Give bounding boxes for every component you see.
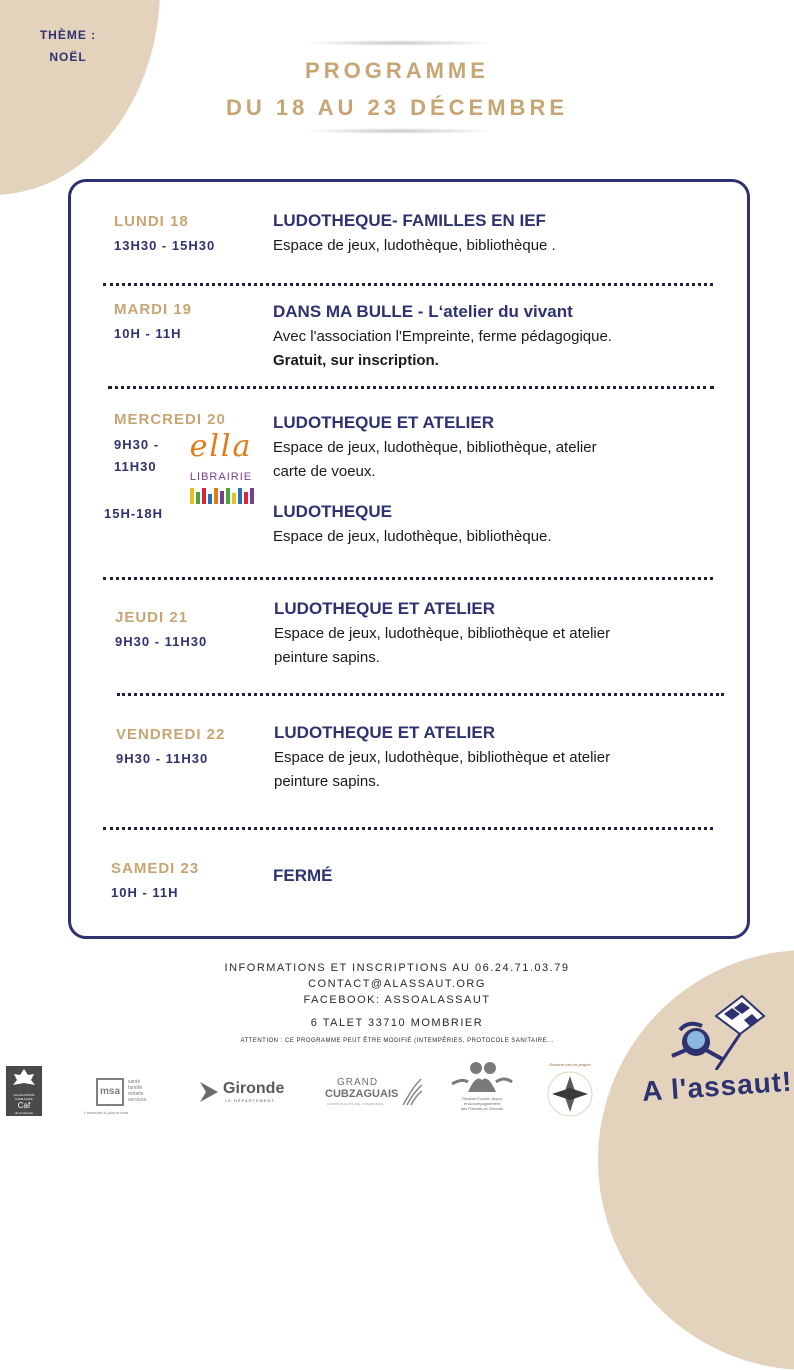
msa-tagline: L'essentiel & plus encore [84, 1110, 129, 1115]
day-thursday: JEUDI 21 [115, 609, 189, 626]
event-title-saturday: FERMÉ [273, 866, 333, 885]
event-text-thursday-1: Espace de jeux, ludothèque, bibliothèque et atelier [274, 625, 611, 642]
theme-value: NOËL [49, 50, 87, 64]
poquot-text: Dessine-moi un poquot [549, 1062, 591, 1067]
msa-mark: msa [96, 1078, 124, 1106]
separator [117, 693, 724, 696]
day-friday: VENDREDI 22 [116, 726, 226, 743]
day-wednesday: MERCREDI 20 [114, 411, 226, 428]
time-wednesday-afternoon: 15H-18H [104, 506, 164, 521]
msa-word-1: santé [128, 1079, 141, 1085]
time-thursday: 9H30 - 11H30 [115, 634, 208, 649]
reaap-text-3: des Parents en Gironde [460, 1106, 504, 1111]
event-text-wednesday-2: carte de voeux. [273, 463, 376, 480]
time-monday: 13H30 - 15H30 [114, 238, 216, 253]
page-title-line1: PROGRAMME [305, 58, 489, 83]
caf-emblem-icon [6, 1066, 42, 1088]
event-text-friday-2: peinture sapins. [274, 773, 380, 790]
event-text-tuesday: Avec l'association l'Empreinte, ferme pédagogique. [273, 328, 612, 345]
time-wednesday-1: 9H30 - [114, 437, 160, 452]
family-figures-icon [448, 1060, 516, 1094]
grass-icon [401, 1077, 423, 1107]
event-title-wednesday-2: LUDOTHEQUE [273, 502, 392, 521]
event-text-friday-1: Espace de jeux, ludothèque, bibliothèque et atelier [274, 749, 611, 766]
event-title-tuesday: DANS MA BULLE - L‘atelier du vivant [273, 302, 573, 321]
day-monday: LUNDI 18 [114, 213, 189, 230]
day-tuesday: MARDI 19 [114, 301, 193, 318]
event-note-tuesday: Gratuit, sur inscription. [273, 352, 439, 369]
caf-text-c: Caf [17, 1101, 31, 1110]
time-tuesday: 10H - 11H [114, 326, 182, 341]
page-title-line2: DU 18 AU 23 DÉCEMBRE [225, 95, 569, 120]
time-friday: 9H30 - 11H30 [116, 751, 209, 766]
event-title-wednesday: LUDOTHEQUE ET ATELIER [273, 413, 494, 432]
footer-address: 6 TALET 33710 MOMBRIER [310, 1017, 484, 1029]
event-title-monday: LUDOTHEQUE- FAMILLES EN IEF [273, 211, 546, 230]
ella-logo-sub: LIBRAIRIE [189, 471, 253, 483]
footer-email: CONTACT@ALASSAUT.ORG [308, 978, 486, 990]
gironde-logo [198, 1080, 294, 1106]
caf-logo [6, 1066, 42, 1116]
event-text-monday: Espace de jeux, ludothèque, bibliothèque . [273, 237, 556, 254]
time-wednesday-2: 11H30 [114, 459, 157, 474]
gironde-sub: LE DÉPARTEMENT [225, 1098, 275, 1103]
title-shadow-bottom [300, 128, 496, 134]
theme-title: THÈME : [39, 28, 97, 42]
poquot-logo [542, 1062, 598, 1120]
separator [103, 283, 713, 286]
ella-librairie-logo [188, 430, 254, 510]
programme-card [68, 179, 750, 939]
cubzaguais-text: CUBZAGUAIS [325, 1088, 399, 1100]
footer-note: ATTENTION : CE PROGRAMME PEUT ÊTRE MODIFIÉ (INTEMPÉRIES, PROTOCOLE SANITAIRE... [240, 1038, 554, 1044]
grand-cubzaguais-sub: COMMUNAUTÉ DE COMMUNES [327, 1102, 384, 1106]
reaap-text-1: Réseau Ecoute, Appui [462, 1096, 502, 1101]
separator [103, 827, 713, 830]
grand-text: GRAND [337, 1077, 379, 1088]
day-saturday: SAMEDI 23 [111, 860, 200, 877]
msa-word-3: retraite [128, 1091, 144, 1097]
separator [108, 386, 714, 389]
time-saturday: 10H - 11H [111, 885, 179, 900]
event-text-wednesday-1: Espace de jeux, ludothèque, bibliothèque, atelier [273, 439, 597, 456]
event-title-thursday: LUDOTHEQUE ET ATELIER [274, 599, 495, 618]
msa-word-2: famille [128, 1085, 143, 1091]
ella-bars-icon [190, 488, 254, 504]
gironde-text: Gironde [223, 1080, 285, 1097]
event-text-thursday-2: peinture sapins. [274, 649, 380, 666]
msa-word-4: services [128, 1097, 147, 1103]
title-shadow-top [300, 40, 496, 46]
mascot-flag-icon [632, 990, 787, 1070]
caf-text-a: ALLOCATIONS [13, 1093, 35, 1097]
reaap-text-2: et Accompagnement [463, 1101, 501, 1106]
ella-logo-name: ella [189, 429, 253, 464]
footer-facebook: FACEBOOK: ASSOALASSAUT [303, 994, 491, 1006]
footer-info: INFORMATIONS ET INSCRIPTIONS AU 06.24.71.03.79 [224, 962, 570, 974]
separator [103, 577, 713, 580]
event-title-friday: LUDOTHEQUE ET ATELIER [274, 723, 495, 742]
alassaut-logo [632, 990, 794, 1108]
caf-text-b: FAMILIALES [15, 1097, 33, 1101]
event-text-wednesday-3: Espace de jeux, ludothèque, bibliothèque. [273, 528, 552, 545]
reaap-logo [448, 1060, 516, 1118]
alassaut-text: A l'assaut! [641, 1065, 794, 1108]
msa-logo [84, 1078, 162, 1118]
star-kite-icon [546, 1070, 594, 1118]
grand-cubzaguais-logo [325, 1077, 425, 1111]
caf-text-d: de la Gironde [14, 1111, 33, 1115]
gironde-arrow-icon [198, 1080, 220, 1104]
